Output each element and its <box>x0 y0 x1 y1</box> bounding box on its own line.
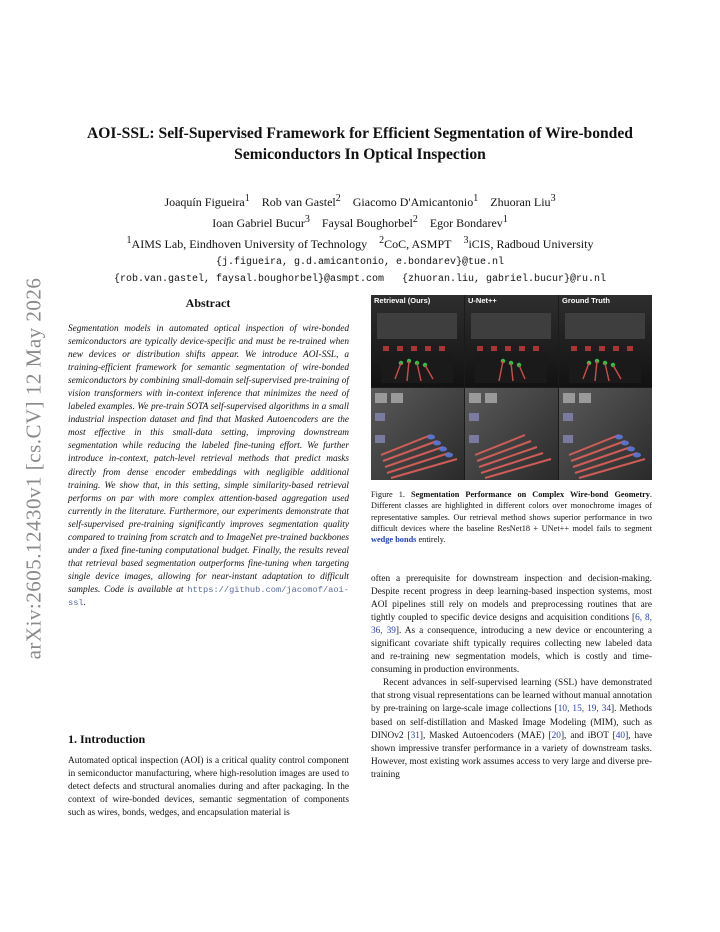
email: {rob.van.gastel, faysal.boughorbel}@asmpt.com <box>113 273 384 285</box>
caption-highlight: wedge bonds <box>371 535 417 545</box>
paper-title: AOI-SSL: Self-Supervised Framework for Efficient Segmentation of Wire-bonded Semiconductors In Optical Inspection <box>87 125 633 163</box>
column-label: Ground Truth <box>562 296 610 305</box>
introduction-text: Automated optical inspection (AOI) is a critical quality control component in semiconductor manufacturing, where high-resolution images are used to detect defects and structural anomalies during and after packaging. In the context of wire-bonded devices, semantic segmentation of components such as wires, bonds, wedges, and encapsulation material is <box>68 756 349 819</box>
author-name: Zhuoran Liu <box>490 195 551 209</box>
segmentation-comparison-image <box>371 295 652 480</box>
citation-link[interactable]: 40 <box>615 730 626 741</box>
section-heading: 1. Introduction <box>68 732 146 746</box>
arxiv-identifier: arXiv:2605.12430v1 [cs.CV] 12 May 2026 <box>21 277 46 659</box>
email-line-1: {j.figueira, g.d.amicantonio, e.bondarev}@tue.nl <box>215 256 505 268</box>
author-name: Ioan Gabriel Bucur <box>212 216 305 231</box>
column-label: U-Net++ <box>468 296 497 305</box>
author-name: Giacomo D'Amicantonio <box>352 195 474 209</box>
author-name: Egor Bondarev <box>429 216 503 231</box>
citation-link[interactable]: 20 <box>551 730 561 741</box>
author-name: Faysal Boughorbel <box>321 216 413 231</box>
affiliations: $^1$AIMS Lab, Eindhoven University of Technology $^2$CoC, ASMPT $^3$iCIS, Radboud University <box>126 235 594 252</box>
author-line-2: Ioan Gabriel Bucur$^3$ Faysal Boughorbel$^2$ Egor Bondarev$^1$ <box>212 214 508 231</box>
bottom-row-panels <box>371 388 652 480</box>
author-name: Joaquín Figueira <box>164 195 245 209</box>
abstract-text: Segmentation models in automated optical inspection of wire-bonded semiconductors are typically device-specific and must be re-trained when new devices or distribution shifts appear. We introduce AOI-SSL, a training-efficient framework for semantic segmentation of wire-bonded semiconductors by combining small-domain self-supervised pre-training of vision transformers with in-context inference that minimizes the need of labeled examples. We pre-train SOTA self-supervised algorithms in a small industrial inspection dataset and find that Masked Autoencoders are the most effective in this small-data setting, improving downstream segmentation while reducing the labeled fine-tuning effort. We further introduce in-context, patch-level retrieval methods that predict masks directly from dense encoder embeddings with negligible additional training. We show that, in this setting, simple similarity-based retrieval performs on par with more complex attention-based aggregation used currently in the literature. Furthermore, our experiments demonstrate that self-supervised pre-training significantly improves segmentation quality compared to training from scratch and to ImageNet pre-trained backbones under a fixed fine-tuning computational budget. Finally, the results reveal that retrieval based segmentation outperforms fine-tuning when targeting single device images, allowing for near-instant adaptation to difficult samples. Code is available at https://github.com/jacomof/aoi-ssl. <box>68 324 349 608</box>
citation-link[interactable]: 31 <box>410 730 420 741</box>
author-name: Rob van Gastel <box>261 195 336 209</box>
column-label: Retrieval (Ours) <box>374 296 431 305</box>
abstract-heading: Abstract <box>185 296 231 310</box>
figure-1 <box>371 295 652 480</box>
author-line-1: Joaquín Figueira$^1$ Rob van Gastel$^2$ Giacomo D'Amicantonio$^1$ Zhuoran Liu$^3$ <box>164 193 556 209</box>
citation-link[interactable]: 6, 8, 36, 39 <box>371 613 652 637</box>
email-line-2 <box>60 271 660 288</box>
author-block <box>60 190 660 288</box>
right-column-text <box>371 573 652 782</box>
email: {zhuoran.liu, gabriel.bucur}@ru.nl <box>402 273 607 285</box>
paragraph: Recent advances in self-supervised learning (SSL) have demonstrated that strong visual representations can be learned without manual annotation by pre-training on large-scale image collections [10, 15, 19, 34]. Methods based on self-distillation and Masked Image Modeling (MIM), such as DINOv2 [31], Masked Autoencoders (MAE) [20], and iBOT [40], have shown impressive transfer performance in a variety of downstream tasks. However, most existing work assumes access to very large and diverse pre-training <box>371 678 653 780</box>
figure-column-labels <box>371 295 652 309</box>
citation-link[interactable]: 10, 15, 19, 34 <box>557 704 611 715</box>
figure-caption: Figure 1. Segmentation Performance on Complex Wire-bond Geometry. Different classes are highlighted in different colors over monochrome images of representative samples. Our retrieval method shows superior performance in two difficult devices where the baseline ResNet18 + UNet++ model fails to segment wedge bonds entirely. <box>371 490 652 545</box>
code-link[interactable]: https://github.com/jacomof/aoi-ssl <box>68 584 349 608</box>
paragraph: often a prerequisite for downstream inspection and decision-making. Despite recent progress in deep learning-based inspection systems, most AOI pipelines still rely on models and preprocessing routines that are tightly coupled to specific device designs and acquisition conditions [6, 8, 36, 39]. As a consequence, introducing a new device or encountering a significant covariate shift typically requires collecting new labeled data and re-training new segmentation models, which is costly and time-consuming in production environments. <box>371 574 652 676</box>
